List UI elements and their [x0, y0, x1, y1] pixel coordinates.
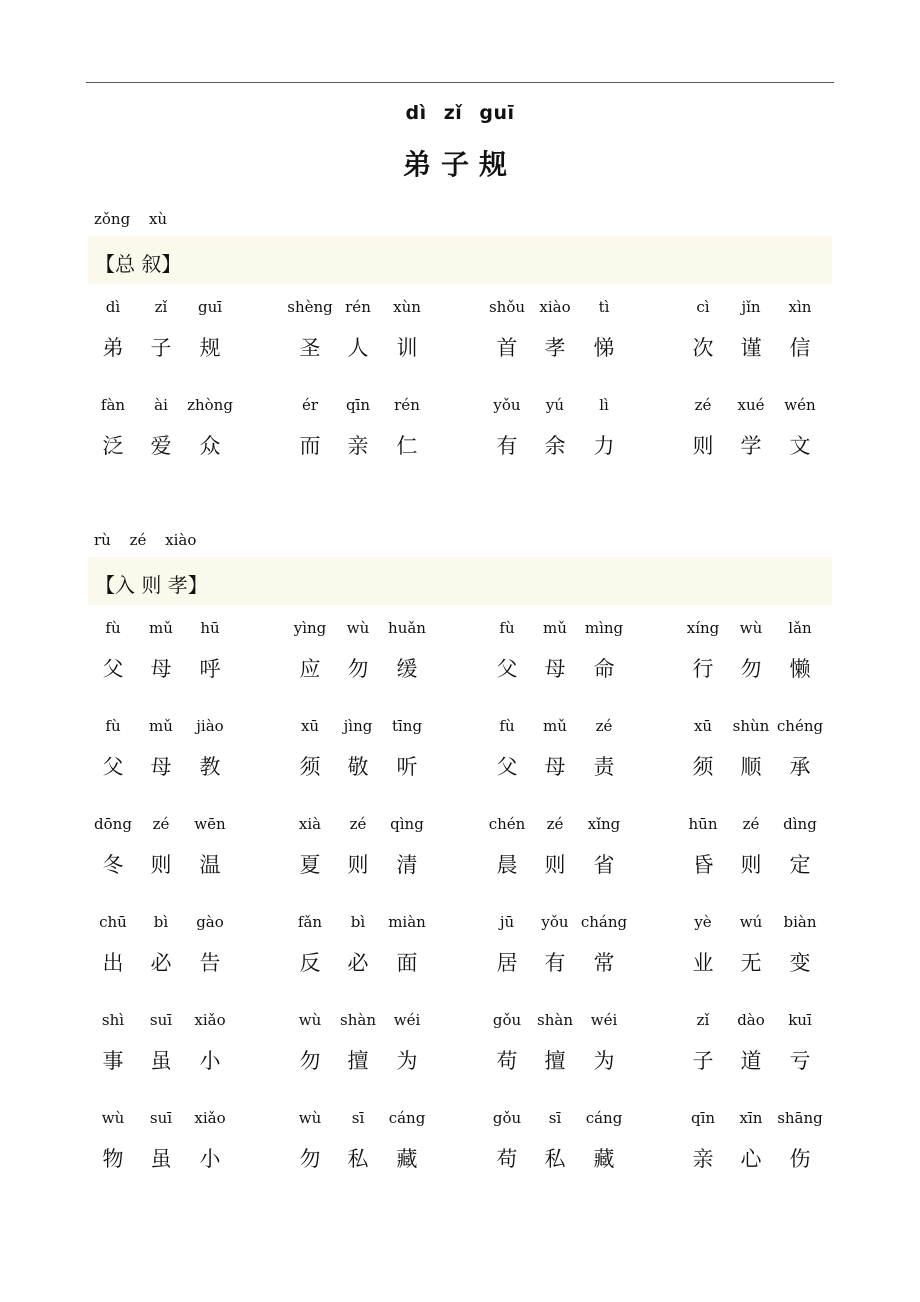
hanzi-character: 母 [150, 657, 172, 681]
hanzi-character: 而 [299, 434, 321, 458]
hanzi-character: 呼 [199, 657, 221, 681]
hanzi-character: 告 [199, 951, 221, 975]
pinyin-syllable: cháng [580, 913, 628, 931]
pinyin-syllable: shǒu [488, 298, 526, 316]
section-pinyin: zǒng xù [94, 210, 168, 228]
hanzi-character: 则 [692, 434, 714, 458]
hanzi-character: 则 [150, 853, 172, 877]
hanzi-character: 训 [396, 336, 418, 360]
pinyin-syllable: wú [739, 913, 763, 931]
pinyin-syllable: qìng [390, 815, 424, 833]
pinyin-syllable: shàn [340, 1011, 376, 1029]
pinyin-syllable: wéi [590, 1011, 618, 1029]
pinyin-syllable: zé [595, 717, 613, 735]
pinyin-syllable: ài [154, 396, 168, 414]
hanzi-character: 道 [740, 1049, 762, 1073]
pinyin-syllable: wù [346, 619, 370, 637]
pinyin-syllable: cì [696, 298, 710, 316]
hanzi-character: 须 [299, 755, 321, 779]
pinyin-syllable: huǎn [388, 619, 426, 637]
section-header-band [88, 236, 832, 284]
pinyin-syllable: wù [101, 1109, 125, 1127]
hanzi-character: 为 [396, 1049, 418, 1073]
pinyin-syllable: xíng [686, 619, 720, 637]
pinyin-syllable: mǔ [149, 717, 173, 735]
pinyin-syllable: dì [105, 298, 121, 316]
hanzi-character: 母 [544, 657, 566, 681]
pinyin-syllable: xìn [788, 298, 812, 316]
hanzi-character: 次 [692, 336, 714, 360]
pinyin-syllable: wù [298, 1109, 322, 1127]
hanzi-character: 苟 [496, 1147, 518, 1171]
pinyin-syllable: yìng [293, 619, 327, 637]
hanzi-character: 母 [150, 755, 172, 779]
page-title: 弟子规 [402, 148, 517, 181]
header-rule [86, 82, 834, 83]
pinyin-syllable: gǒu [492, 1109, 522, 1127]
pinyin-syllable: cáng [585, 1109, 623, 1127]
hanzi-character: 顺 [740, 755, 762, 779]
pinyin-syllable: lǎn [788, 619, 812, 637]
hanzi-character: 藏 [396, 1147, 418, 1171]
pinyin-syllable: gǒu [492, 1011, 522, 1029]
hanzi-character: 变 [789, 951, 811, 975]
hanzi-character: 行 [692, 657, 714, 681]
hanzi-character: 有 [544, 951, 566, 975]
hanzi-character: 缓 [396, 657, 418, 681]
hanzi-character: 则 [740, 853, 762, 877]
pinyin-syllable: zé [742, 815, 760, 833]
pinyin-syllable: miàn [388, 913, 426, 931]
pinyin-syllable: kuī [788, 1011, 812, 1029]
pinyin-syllable: mǔ [543, 619, 567, 637]
hanzi-character: 人 [347, 336, 369, 360]
pinyin-syllable: chū [99, 913, 127, 931]
pinyin-syllable: fǎn [297, 913, 323, 931]
pinyin-syllable: lì [599, 396, 609, 414]
pinyin-syllable: xùn [393, 298, 421, 316]
hanzi-character: 懒 [789, 657, 811, 681]
pinyin-syllable: mǔ [543, 717, 567, 735]
hanzi-character: 藏 [593, 1147, 615, 1171]
pinyin-syllable: fàn [100, 396, 126, 414]
hanzi-character: 温 [199, 853, 221, 877]
hanzi-character: 学 [740, 434, 762, 458]
pinyin-syllable: rén [345, 298, 371, 316]
pinyin-syllable: wù [739, 619, 763, 637]
pinyin-syllable: jìng [343, 717, 373, 735]
pinyin-syllable: zhòng [187, 396, 233, 414]
hanzi-character: 事 [102, 1049, 124, 1073]
hanzi-character: 敬 [347, 755, 369, 779]
hanzi-character: 擅 [544, 1049, 566, 1073]
pinyin-syllable: zǐ [696, 1011, 710, 1029]
hanzi-character: 面 [396, 951, 418, 975]
pinyin-syllable: wēn [194, 815, 226, 833]
pinyin-syllable: xīn [739, 1109, 763, 1127]
pinyin-syllable: dōng [94, 815, 132, 833]
pinyin-syllable: fù [105, 717, 121, 735]
hanzi-character: 晨 [496, 853, 518, 877]
pinyin-syllable: qīn [345, 396, 371, 414]
hanzi-character: 亲 [347, 434, 369, 458]
hanzi-character: 信 [789, 336, 811, 360]
pinyin-syllable: tì [598, 298, 610, 316]
hanzi-character: 为 [593, 1049, 615, 1073]
pinyin-syllable: gào [196, 913, 224, 931]
hanzi-character: 则 [544, 853, 566, 877]
hanzi-character: 力 [593, 434, 615, 458]
pinyin-syllable: zé [546, 815, 564, 833]
hanzi-character: 物 [102, 1147, 124, 1171]
pinyin-syllable: qīn [690, 1109, 716, 1127]
hanzi-character: 泛 [102, 434, 124, 458]
pinyin-syllable: hūn [688, 815, 718, 833]
pinyin-syllable: shāng [777, 1109, 823, 1127]
pinyin-syllable: zǐ [154, 298, 168, 316]
hanzi-character: 亲 [692, 1147, 714, 1171]
pinyin-syllable: sī [548, 1109, 562, 1127]
hanzi-character: 父 [496, 755, 518, 779]
pinyin-syllable: bì [153, 913, 169, 931]
hanzi-character: 弟 [102, 336, 124, 360]
hanzi-character: 应 [299, 657, 321, 681]
hanzi-character: 余 [544, 434, 566, 458]
hanzi-character: 命 [593, 657, 615, 681]
hanzi-character: 圣 [299, 336, 321, 360]
hanzi-character: 私 [347, 1147, 369, 1171]
hanzi-character: 承 [789, 755, 811, 779]
hanzi-character: 无 [740, 951, 762, 975]
hanzi-character: 首 [496, 336, 518, 360]
pinyin-syllable: shèng [287, 298, 333, 316]
hanzi-character: 责 [593, 755, 615, 779]
pinyin-syllable: dào [737, 1011, 765, 1029]
hanzi-character: 擅 [347, 1049, 369, 1073]
pinyin-syllable: fù [499, 619, 515, 637]
pinyin-syllable: bì [350, 913, 366, 931]
pinyin-syllable: xū [693, 717, 713, 735]
hanzi-character: 众 [199, 434, 221, 458]
pinyin-syllable: chéng [776, 717, 824, 735]
hanzi-character: 父 [102, 657, 124, 681]
section-pinyin: rù zé xiào [94, 531, 197, 549]
hanzi-character: 父 [102, 755, 124, 779]
pinyin-syllable: cáng [388, 1109, 426, 1127]
hanzi-character: 亏 [789, 1049, 811, 1073]
pinyin-syllable: dìng [783, 815, 817, 833]
hanzi-character: 悌 [593, 336, 615, 360]
hanzi-character: 反 [299, 951, 321, 975]
hanzi-character: 子 [692, 1049, 714, 1073]
hanzi-character: 教 [199, 755, 221, 779]
hanzi-character: 昏 [692, 853, 714, 877]
hanzi-character: 须 [692, 755, 714, 779]
hanzi-character: 听 [396, 755, 418, 779]
hanzi-character: 孝 [544, 336, 566, 360]
pinyin-syllable: xǐng [587, 815, 621, 833]
pinyin-syllable: jǐn [741, 298, 761, 316]
hanzi-character: 必 [347, 951, 369, 975]
hanzi-character: 伤 [789, 1147, 811, 1171]
hanzi-character: 小 [199, 1147, 221, 1171]
pinyin-syllable: xià [298, 815, 322, 833]
pinyin-syllable: biàn [783, 913, 817, 931]
pinyin-syllable: hū [200, 619, 220, 637]
hanzi-character: 文 [789, 434, 811, 458]
hanzi-character: 必 [150, 951, 172, 975]
pinyin-syllable: suī [149, 1109, 173, 1127]
pinyin-syllable: suī [149, 1011, 173, 1029]
pinyin-syllable: wù [298, 1011, 322, 1029]
hanzi-character: 虽 [150, 1049, 172, 1073]
hanzi-character: 常 [593, 951, 615, 975]
hanzi-character: 爱 [150, 434, 172, 458]
hanzi-character: 母 [544, 755, 566, 779]
hanzi-character: 规 [199, 336, 221, 360]
pinyin-syllable: xiǎo [194, 1011, 226, 1029]
section-title: 【入 则 孝】 [95, 573, 208, 597]
hanzi-character: 小 [199, 1049, 221, 1073]
pinyin-syllable: rén [394, 396, 420, 414]
hanzi-character: 父 [496, 657, 518, 681]
hanzi-character: 出 [102, 951, 124, 975]
hanzi-character: 苟 [496, 1049, 518, 1073]
pinyin-syllable: wén [784, 396, 816, 414]
pinyin-syllable: ér [301, 396, 319, 414]
hanzi-character: 有 [496, 434, 518, 458]
hanzi-character: 勿 [299, 1049, 321, 1073]
pinyin-syllable: shùn [732, 717, 770, 735]
pinyin-syllable: fù [105, 619, 121, 637]
pinyin-syllable: zé [349, 815, 367, 833]
hanzi-character: 省 [593, 853, 615, 877]
pinyin-syllable: sī [351, 1109, 365, 1127]
pinyin-syllable: guī [197, 298, 223, 316]
pinyin-syllable: chén [488, 815, 526, 833]
hanzi-character: 业 [692, 951, 714, 975]
pinyin-syllable: shàn [537, 1011, 573, 1029]
pinyin-syllable: yǒu [541, 913, 569, 931]
hanzi-character: 居 [496, 951, 518, 975]
hanzi-character: 子 [150, 336, 172, 360]
pinyin-syllable: zé [152, 815, 170, 833]
hanzi-character: 心 [740, 1147, 762, 1171]
pinyin-syllable: xiǎo [194, 1109, 226, 1127]
hanzi-character: 勿 [740, 657, 762, 681]
hanzi-character: 夏 [299, 853, 321, 877]
hanzi-character: 谨 [740, 336, 762, 360]
pinyin-syllable: shì [101, 1011, 125, 1029]
hanzi-character: 勿 [347, 657, 369, 681]
pinyin-syllable: jiào [196, 717, 224, 735]
pinyin-syllable: tīng [391, 717, 423, 735]
pinyin-syllable: fù [499, 717, 515, 735]
section-title: 【总 叙】 [95, 252, 182, 276]
hanzi-character: 私 [544, 1147, 566, 1171]
pinyin-syllable: xū [300, 717, 320, 735]
pinyin-syllable: wéi [393, 1011, 421, 1029]
title-pinyin: dì zǐ guī [405, 102, 515, 124]
pinyin-syllable: mìng [584, 619, 624, 637]
hanzi-character: 定 [789, 853, 811, 877]
pinyin-syllable: mǔ [149, 619, 173, 637]
hanzi-character: 仁 [396, 434, 418, 458]
pinyin-syllable: yú [545, 396, 565, 414]
pinyin-syllable: yè [694, 913, 712, 931]
pinyin-syllable: jū [499, 913, 515, 931]
pinyin-syllable: yǒu [493, 396, 521, 414]
hanzi-character: 虽 [150, 1147, 172, 1171]
hanzi-character: 冬 [102, 853, 124, 877]
pinyin-syllable: zé [694, 396, 712, 414]
hanzi-character: 清 [396, 853, 418, 877]
pinyin-syllable: xué [737, 396, 765, 414]
hanzi-character: 勿 [299, 1147, 321, 1171]
hanzi-character: 则 [347, 853, 369, 877]
pinyin-syllable: xiào [539, 298, 571, 316]
